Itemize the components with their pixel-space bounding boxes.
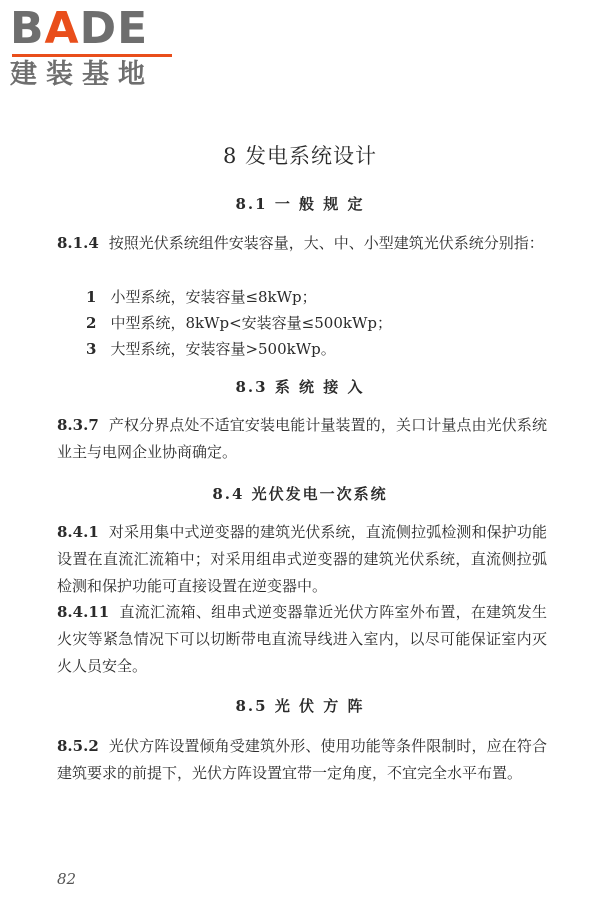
section-heading-8-4: 8.4 光伏发电一次系统 xyxy=(212,485,388,503)
section-heading-8-1: 8.1 一 般 规 定 xyxy=(235,195,365,213)
clause-8-4-11: 8.4.11 直流汇流箱、组串式逆变器靠近光伏方阵室外布置，在建筑发生火灾等紧急情况下可以切断带电直流导线进入室内，以尽可能保证室内灭火人员安全。 xyxy=(57,603,547,675)
page-number: 82 xyxy=(57,870,77,888)
section-heading-8-5: 8.5 光 伏 方 阵 xyxy=(235,697,365,715)
bade-logo xyxy=(10,3,180,90)
section-heading-8-3: 8.3 系 统 接 入 xyxy=(235,378,365,396)
list-item: 3 大型系统，安装容量>500kWp。 xyxy=(86,340,336,358)
chapter-title: 8 发电系统设计 xyxy=(222,144,378,168)
clause-8-3-7: 8.3.7 产权分界点处不适宜安装电能计量装置的，关口计量点由光伏系统业主与电网企业协商确定。 xyxy=(57,416,547,461)
list-item: 1 小型系统，安装容量≤8kWp； xyxy=(86,288,317,306)
logo-subtitle: 建装基地 xyxy=(10,59,154,90)
list-item: 2 中型系统，8kWp<安装容量≤500kWp； xyxy=(86,314,392,332)
clause-8-4-1: 8.4.1 对采用集中式逆变器的建筑光伏系统，直流侧拉弧检测和保护功能设置在直流汇流箱中；对采用组串式逆变器的建筑光伏系统，直流侧拉弧检测和保护功能可直接设置在逆变器中。 xyxy=(57,523,547,595)
clause-8-1-4: 8.1.4 按照光伏系统组件安装容量，大、中、小型建筑光伏系统分别指： xyxy=(57,234,544,252)
logo-wordmark: BADE xyxy=(10,3,149,54)
clause-8-5-2: 8.5.2 光伏方阵设置倾角受建筑外形、使用功能等条件限制时，应在符合建筑要求的前提下，光伏方阵设置宜带一定角度，不宜完全水平布置。 xyxy=(57,737,547,782)
logo-rule xyxy=(12,54,172,57)
